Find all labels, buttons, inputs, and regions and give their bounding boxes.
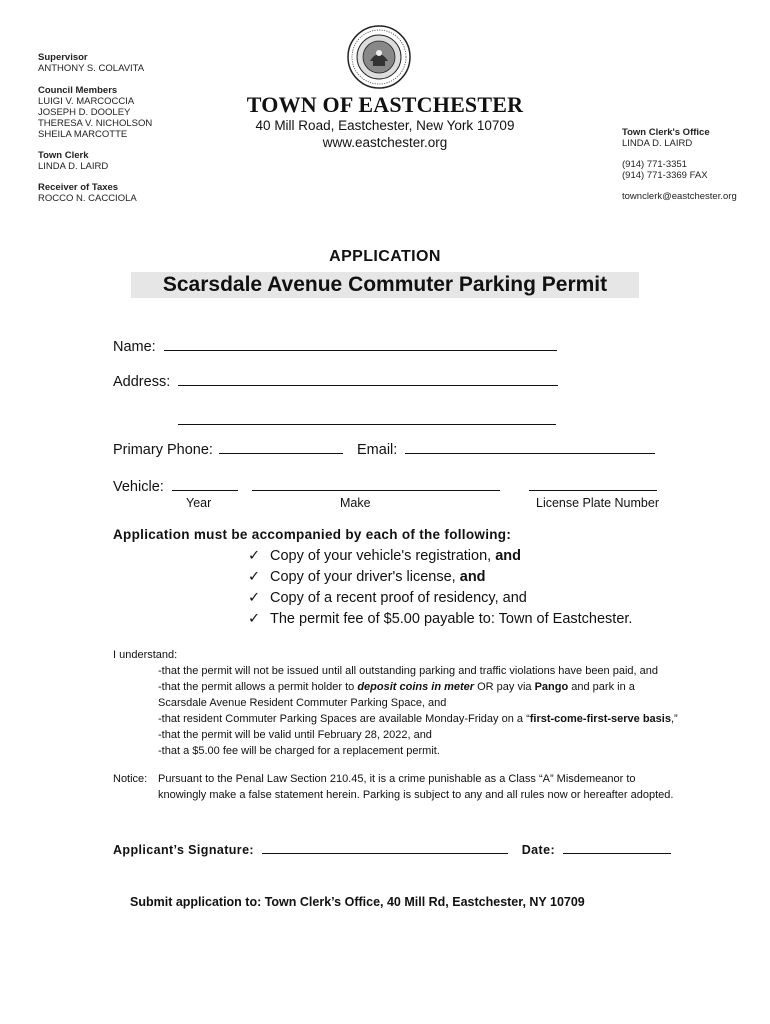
requirement-text: Copy of your driver's license,	[270, 569, 456, 585]
requirement-text: Copy of your vehicle's registration,	[270, 548, 492, 564]
make-caption: Make	[340, 496, 371, 510]
date-input-line[interactable]	[563, 841, 671, 854]
requirement-and: and	[495, 548, 521, 564]
supervisor-name: ANTHONY S. COLAVITA	[38, 63, 145, 74]
clerk-phone: (914) 771-3351	[622, 159, 687, 170]
town-clerk-label: Town Clerk	[38, 150, 89, 161]
understand-line-3: Scarsdale Avenue Resident Commuter Parking Space, and	[158, 697, 447, 709]
pango-text: Pango	[534, 681, 569, 693]
understand-list	[158, 663, 718, 759]
vehicle-label: Vehicle:	[113, 479, 164, 495]
receiver-name: ROCCO N. CACCIOLA	[38, 193, 137, 204]
town-address: 40 Mill Road, Eastchester, New York 10709	[255, 118, 515, 133]
council-member-2: JOSEPH D. DOOLEY	[38, 107, 131, 118]
letterhead-right	[622, 127, 737, 202]
phone-label: Primary Phone:	[113, 442, 213, 458]
requirement-item	[248, 590, 527, 606]
address-label: Address:	[113, 374, 171, 390]
understand-intro: I understand:	[113, 649, 178, 661]
supervisor-label: Supervisor	[38, 52, 88, 63]
understand-line-2: -that the permit allows a permit holder to deposit coins in meter OR pay via Pango and park in a	[158, 681, 635, 693]
requirement-text: The permit fee of $5.00 payable to: Town of Eastchester.	[270, 611, 633, 627]
deposit-coins-text: deposit coins in meter	[357, 681, 475, 693]
requirement-text: Copy of a recent proof of residency, and	[270, 590, 527, 606]
town-website-link[interactable]: www.eastchester.org	[322, 135, 448, 150]
notice-text	[158, 771, 728, 803]
understand-line-4: -that resident Commuter Parking Spaces are available Monday-Friday on a “first-come-first-serve basis,”	[158, 713, 678, 725]
name-label: Name:	[113, 339, 156, 355]
requirement-item	[248, 611, 632, 627]
understand-line-1: -that the permit will not be issued until all outstanding parking and traffic violations have been paid, and	[158, 665, 658, 677]
receiver-label: Receiver of Taxes	[38, 182, 119, 193]
requirement-item	[248, 569, 486, 585]
address-row	[113, 371, 558, 390]
checkmark-icon: ✓	[248, 590, 261, 606]
address-input-line-2[interactable]	[178, 410, 556, 425]
receiver-block	[38, 182, 152, 204]
clerk-email: townclerk@eastchester.org	[622, 191, 737, 202]
council-member-1: LUIGI V. MARCOCCIA	[38, 96, 135, 107]
town-title: TOWN OF EASTCHESTER	[246, 92, 524, 117]
address-input-line-1[interactable]	[178, 371, 558, 386]
vehicle-year-line[interactable]	[172, 476, 238, 491]
phone-email-row	[113, 439, 655, 458]
understand-line-5: -that the permit will be valid until February 28, 2022, and	[158, 729, 432, 741]
notice-line-1: Pursuant to the Penal Law Section 210.45, it is a crime punishable as a Class “A” Misdemeanor to	[158, 773, 636, 785]
permit-title: Scarsdale Avenue Commuter Parking Permit	[131, 272, 639, 298]
application-heading: APPLICATION	[329, 248, 441, 265]
signature-label: Applicant’s Signature:	[113, 843, 254, 857]
signature-row	[113, 841, 671, 857]
name-row	[113, 336, 557, 355]
name-input-line[interactable]	[164, 336, 557, 351]
requirement-item	[248, 548, 521, 564]
checkmark-icon: ✓	[248, 611, 261, 627]
town-clerk-name: LINDA D. LAIRD	[38, 161, 109, 172]
council-label: Council Members	[38, 85, 118, 96]
supervisor-block	[38, 52, 152, 74]
notice-line-2: knowingly make a false statement herein. Parking is subject to any and all rules now or hereafter adopted.	[158, 789, 674, 801]
year-caption: Year	[186, 496, 212, 510]
vehicle-make-line[interactable]	[252, 476, 500, 491]
clerk-office-name: LINDA D. LAIRD	[622, 138, 693, 149]
email-label: Email:	[357, 442, 398, 458]
clerk-fax: (914) 771-3369 FAX	[622, 170, 708, 181]
town-clerk-block	[38, 150, 152, 172]
town-seal-icon	[346, 25, 412, 89]
signature-input-line[interactable]	[262, 841, 508, 854]
notice-label: Notice:	[113, 773, 148, 785]
requirements-heading: Application must be accompanied by each of the following:	[113, 527, 512, 542]
checkmark-icon: ✓	[248, 569, 261, 585]
phone-input-line[interactable]	[219, 439, 343, 454]
date-label: Date:	[521, 843, 556, 857]
requirement-and: and	[459, 569, 486, 585]
clerk-office-label: Town Clerk's Office	[622, 127, 710, 138]
email-input-line[interactable]	[405, 439, 655, 454]
plate-caption: License Plate Number	[536, 496, 659, 510]
vehicle-row	[113, 476, 657, 495]
understand-line-6: -that a $5.00 fee will be charged for a replacement permit.	[158, 745, 440, 757]
first-come-text: first-come-first-serve basis	[529, 713, 671, 725]
checkmark-icon: ✓	[248, 548, 261, 564]
council-member-4: SHEILA MARCOTTE	[38, 129, 128, 140]
submit-instructions: Submit application to: Town Clerk’s Office, 40 Mill Rd, Eastchester, NY 10709	[130, 895, 585, 909]
vehicle-plate-line[interactable]	[529, 476, 657, 491]
council-member-3: THERESA V. NICHOLSON	[38, 118, 153, 129]
